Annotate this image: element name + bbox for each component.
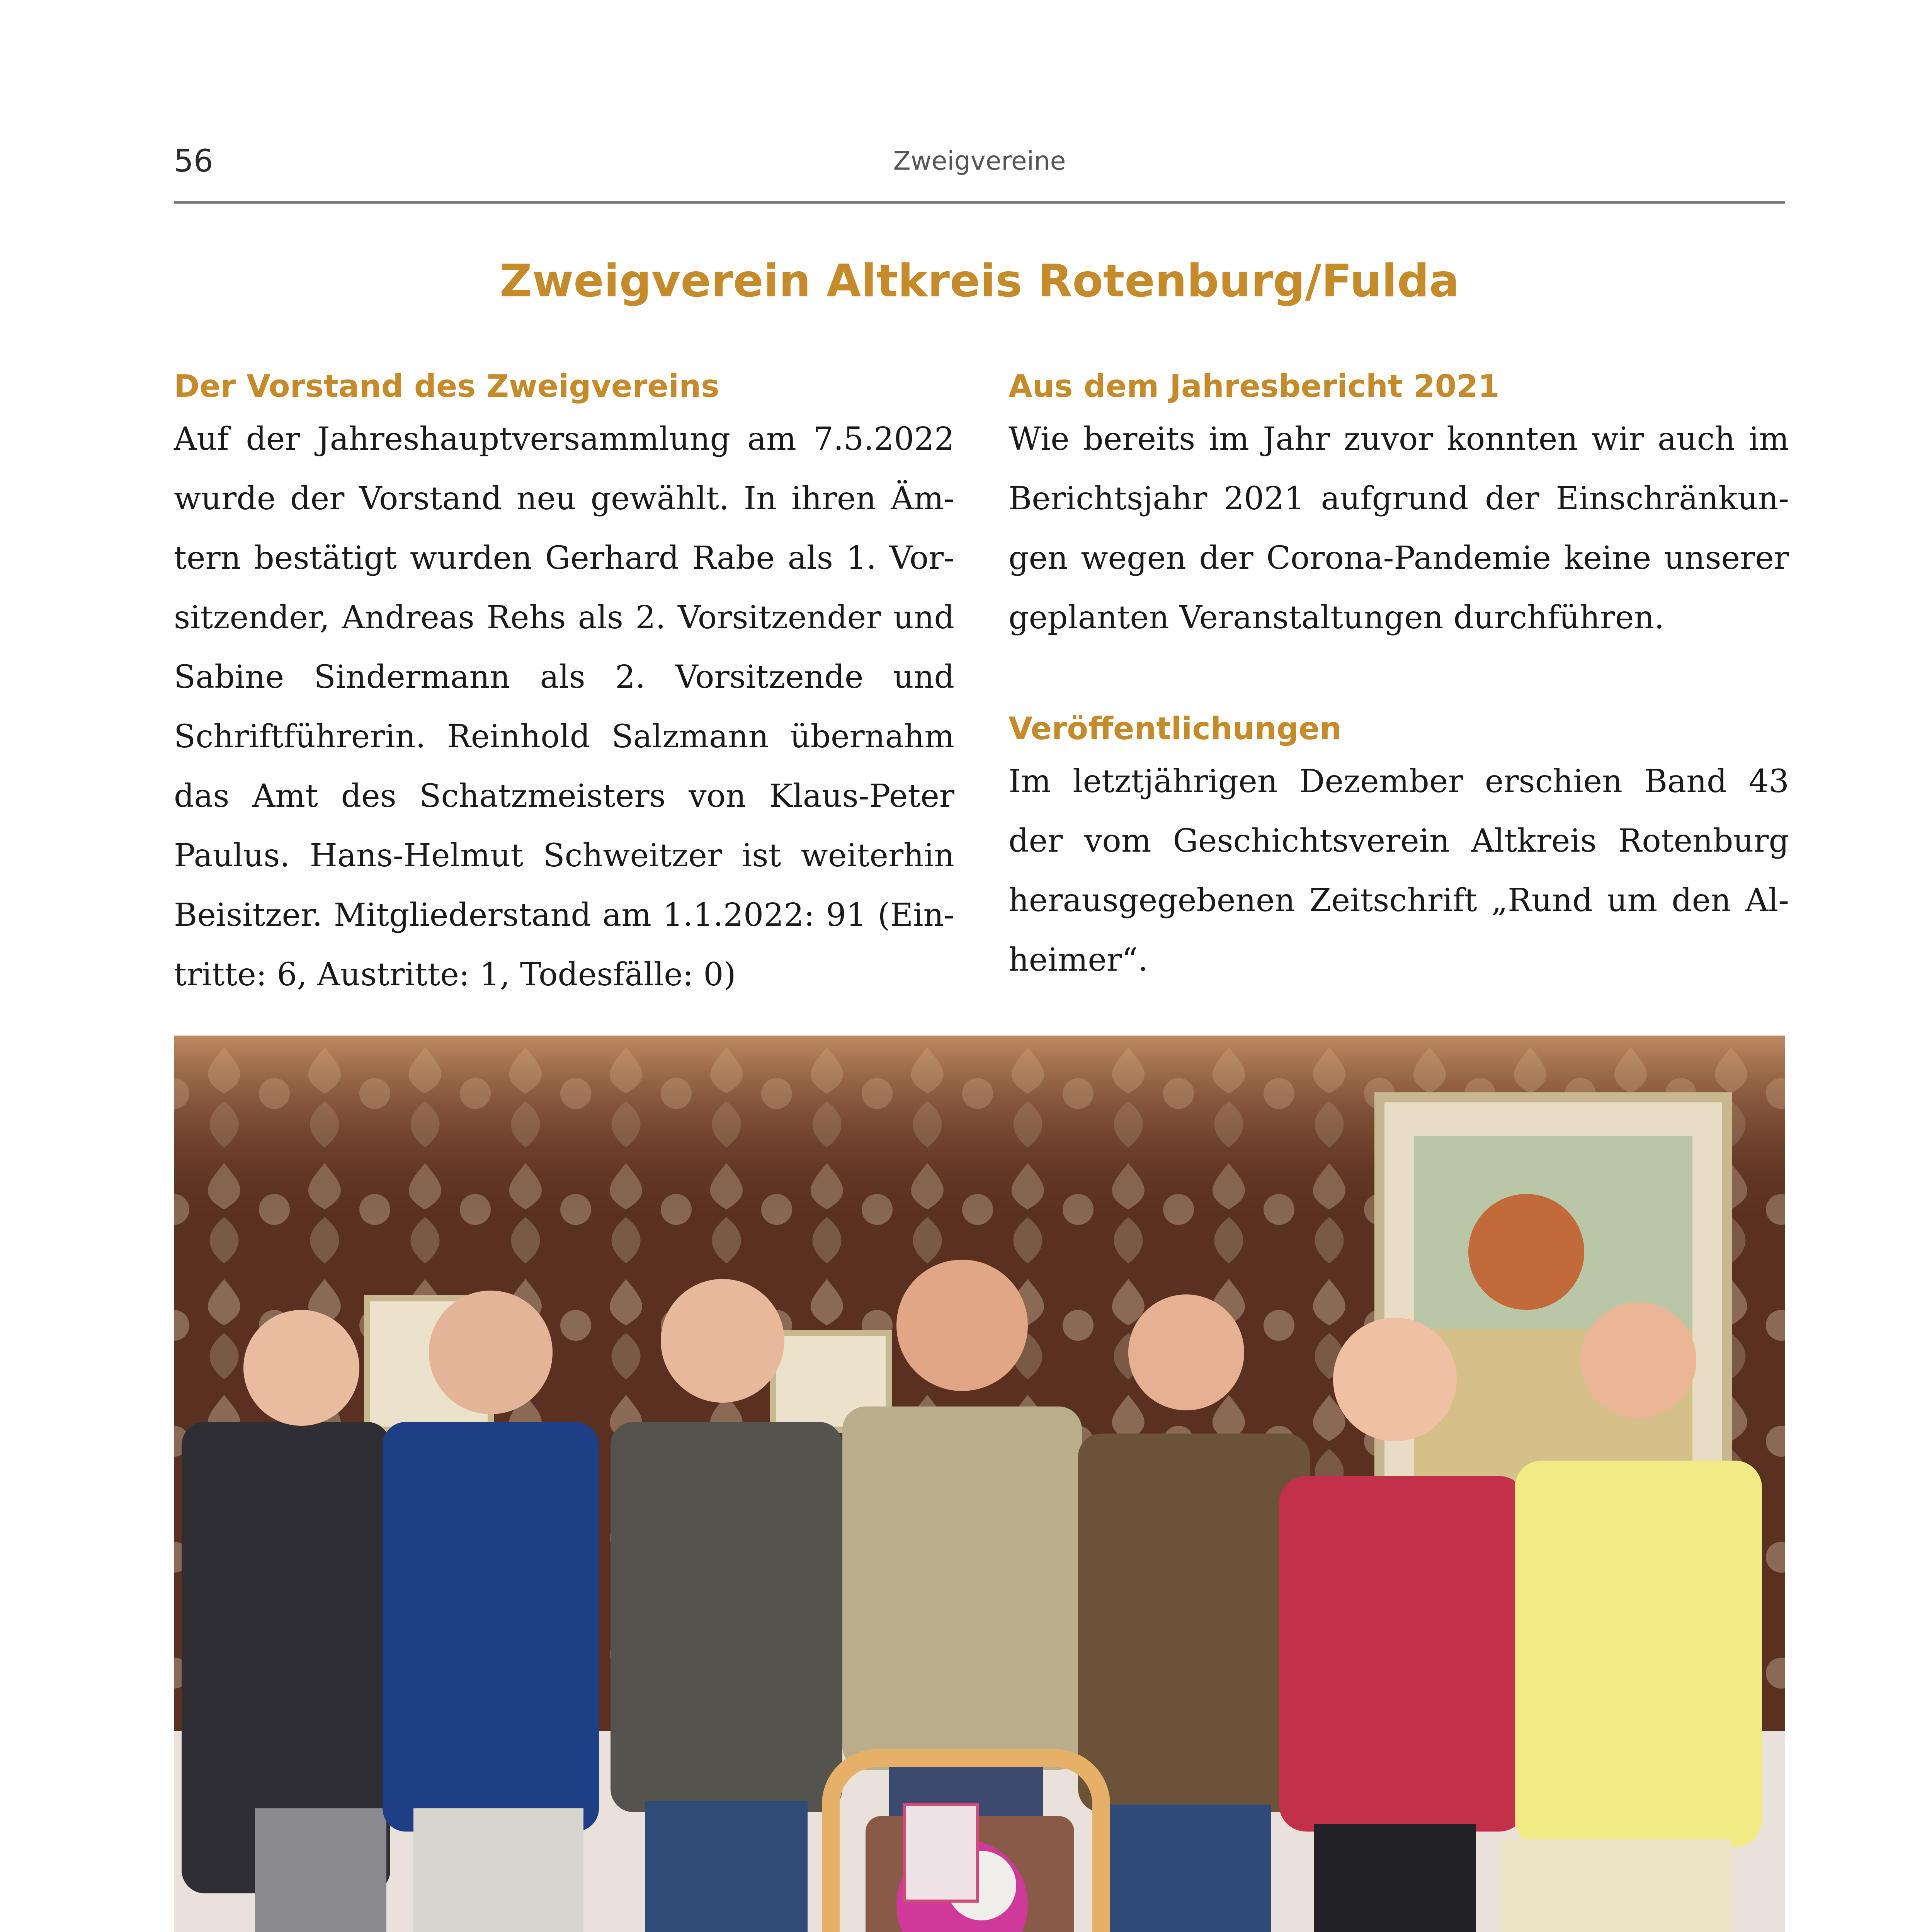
annual-report-text: Wie bereits im Jahr zuvor konnten wir auch im Berichtsjahr 2021 aufgrund der Einschränkungen wegen der Corona-Pandemie keine unserer geplanten Veranstaltungen durchführen. xyxy=(1009,421,1789,636)
left-column xyxy=(174,363,954,1005)
group-photo xyxy=(174,1036,1785,1932)
running-head xyxy=(174,139,1785,204)
board-text: Auf der Jahreshauptversammlung am 7.5.2022 wurde der Vorstand neu gewählt. In ihren Ämtern bestätigt wurden Gerhard Rabe als 1. Vorsitzender, Andreas Rehs als 2. Vorsitzender und Sabine Sindermann als 2. Vorsitzende und Schriftführerin. Reinhold Salzmann übernahm das Amt des Schatzmeisters von Klaus-Peter Paulus. Hans-Helmut Schweitzer ist weiterhin Beisitzer. Mitgliederstand am 1.1.2022: 91 (Eintritte: 6, Austritte: 1, Todesfälle: 0) xyxy=(174,421,954,993)
annual-report-heading: Aus dem Jahresbericht 2021 xyxy=(1009,368,1500,404)
page-number: 56 xyxy=(174,143,213,179)
right-column xyxy=(1009,363,1789,990)
section-name: Zweigvereine xyxy=(893,146,1066,176)
board-heading: Der Vorstand des Zweigvereins xyxy=(174,368,719,404)
publications-heading: Veröffentlichungen xyxy=(1009,711,1342,747)
page-title: Zweigverein Altkreis Rotenburg/Fulda xyxy=(500,255,1459,307)
publications-text: Im letztjährigen Dezember erschien Band 43 der vom Geschichtsverein Altkreis Rotenburg herausgegebenen Zeitschrift „Rund um den Alheimer“. xyxy=(1009,763,1789,978)
